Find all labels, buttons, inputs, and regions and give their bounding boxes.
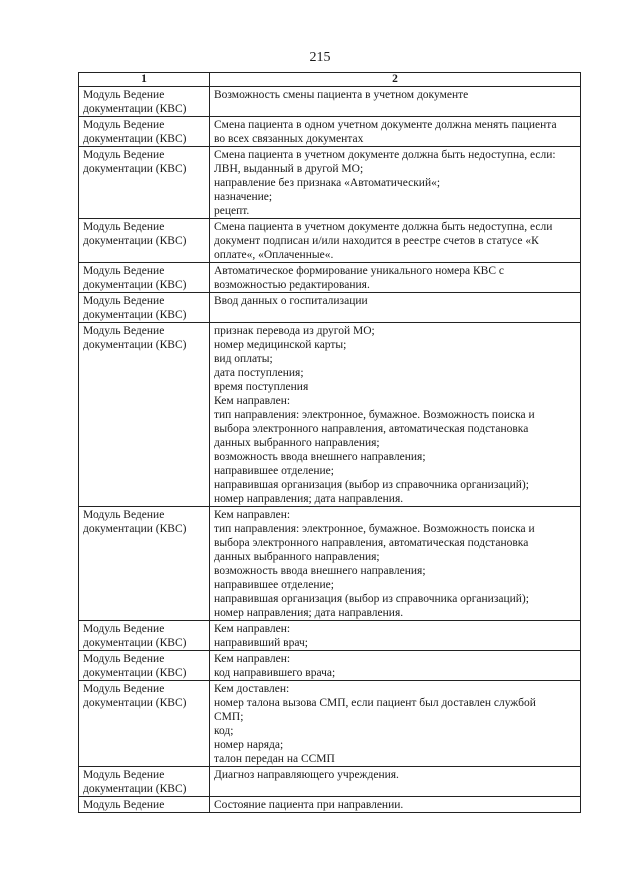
requirement-line: возможностью редактирования.: [214, 279, 370, 291]
requirement-line: Кем направлен:: [214, 509, 291, 521]
table-row: [79, 323, 581, 507]
table-row: [79, 767, 581, 797]
requirement-line: код;: [214, 725, 234, 737]
module-name-line: Модуль Ведение: [83, 295, 165, 307]
requirement-line: Диагноз направляющего учреждения.: [214, 769, 399, 781]
page-number: 215: [309, 50, 331, 65]
requirement-line: Автоматическое формирование уникального номера КВС с: [214, 265, 504, 277]
module-name-line: Модуль Ведение: [83, 623, 165, 635]
requirement-cell: [210, 797, 581, 813]
table-row: [79, 147, 581, 219]
requirement-line: Состояние пациента при направлении.: [214, 799, 404, 811]
table-row: [79, 507, 581, 621]
requirements-table: [78, 72, 581, 813]
requirement-line: данных выбранного направления;: [214, 551, 380, 563]
requirement-cell: [210, 621, 581, 651]
table-row: [79, 117, 581, 147]
column-header-1: 1: [79, 73, 210, 87]
requirement-cell: [210, 323, 581, 507]
requirement-line: Возможность смены пациента в учетном документе: [214, 89, 469, 101]
requirement-line: направившее отделение;: [214, 579, 334, 591]
module-cell: [79, 767, 210, 797]
requirement-line: выбора электронного направления, автоматическая подстановка: [214, 537, 529, 549]
module-name-line: документации (КВС): [83, 103, 187, 115]
requirement-line: направление без признака «Автоматический«;: [214, 177, 441, 189]
module-name-line: Модуль Ведение: [83, 265, 165, 277]
requirement-line: тип направления: электронное, бумажное. Возможность поиска и: [214, 523, 535, 535]
requirement-line: Смена пациента в учетном документе должна быть недоступна, если:: [214, 149, 556, 161]
requirement-line: рецепт.: [214, 205, 250, 217]
requirement-line: выбора электронного направления, автоматическая подстановка: [214, 423, 529, 435]
requirement-line: направившая организация (выбор из справочника организаций);: [214, 479, 529, 491]
module-name-line: документации (КВС): [83, 697, 187, 709]
module-cell: [79, 219, 210, 263]
column-header-2: 2: [210, 73, 581, 87]
requirement-line: признак перевода из другой МО;: [214, 325, 375, 337]
requirement-line: СМП;: [214, 711, 244, 723]
module-name-line: документации (КВС): [83, 637, 187, 649]
requirement-cell: [210, 219, 581, 263]
module-cell: [79, 323, 210, 507]
requirement-line: тип направления: электронное, бумажное. Возможность поиска и: [214, 409, 535, 421]
table-row: [79, 651, 581, 681]
requirement-cell: [210, 147, 581, 219]
table-row: [79, 87, 581, 117]
requirement-line: ЛВН, выданный в другой МО;: [214, 163, 364, 175]
table-row: [79, 797, 581, 813]
table-header-row: [79, 73, 581, 87]
module-cell: [79, 147, 210, 219]
requirement-cell: [210, 767, 581, 797]
requirement-line: направивший врач;: [214, 637, 308, 649]
requirement-cell: [210, 651, 581, 681]
requirement-line: дата поступления;: [214, 367, 304, 379]
requirement-line: Кем направлен:: [214, 653, 291, 665]
module-name-line: Модуль Ведение: [83, 653, 165, 665]
table-row: [79, 681, 581, 767]
requirement-line: документ подписан и/или находится в реестре счетов в статусе «К: [214, 235, 539, 247]
module-cell: [79, 797, 210, 813]
module-name-line: документации (КВС): [83, 309, 187, 321]
table-body: [79, 87, 581, 813]
module-cell: [79, 681, 210, 767]
module-name-line: Модуль Ведение: [83, 325, 165, 337]
requirement-line: время поступления: [214, 381, 309, 393]
requirement-line: Кем направлен:: [214, 395, 291, 407]
requirement-cell: [210, 263, 581, 293]
requirement-line: Ввод данных о госпитализации: [214, 295, 368, 307]
requirement-cell: [210, 87, 581, 117]
module-name-line: документации (КВС): [83, 163, 187, 175]
requirement-line: номер наряда;: [214, 739, 284, 751]
module-cell: [79, 263, 210, 293]
table-row: [79, 219, 581, 263]
module-name-line: документации (КВС): [83, 235, 187, 247]
requirement-line: Смена пациента в учетном документе должна быть недоступна, если: [214, 221, 553, 233]
requirement-line: направившее отделение;: [214, 465, 334, 477]
table-row: [79, 293, 581, 323]
module-name-line: документации (КВС): [83, 339, 187, 351]
module-name-line: документации (КВС): [83, 667, 187, 679]
module-name-line: документации (КВС): [83, 279, 187, 291]
module-name-line: Модуль Ведение: [83, 149, 165, 161]
requirement-line: направившая организация (выбор из справочника организаций);: [214, 593, 529, 605]
module-cell: [79, 87, 210, 117]
module-name-line: Модуль Ведение: [83, 119, 165, 131]
requirement-line: вид оплаты;: [214, 353, 273, 365]
module-cell: [79, 117, 210, 147]
requirement-line: назначение;: [214, 191, 273, 203]
module-name-line: документации (КВС): [83, 783, 187, 795]
requirement-line: возможность ввода внешнего направления;: [214, 451, 426, 463]
module-cell: [79, 621, 210, 651]
requirement-line: Кем направлен:: [214, 623, 291, 635]
requirement-line: возможность ввода внешнего направления;: [214, 565, 426, 577]
module-name-line: документации (КВС): [83, 523, 187, 535]
requirement-line: во всех связанных документах: [214, 133, 364, 145]
module-name-line: Модуль Ведение: [83, 769, 165, 781]
module-cell: [79, 507, 210, 621]
requirement-line: Смена пациента в одном учетном документе должна менять пациента: [214, 119, 557, 131]
requirement-line: оплате«, «Оплаченные«.: [214, 249, 334, 261]
requirement-cell: [210, 117, 581, 147]
module-cell: [79, 651, 210, 681]
requirement-line: данных выбранного направления;: [214, 437, 380, 449]
module-name-line: Модуль Ведение: [83, 683, 165, 695]
module-name-line: Модуль Ведение: [83, 221, 165, 233]
module-name-line: документации (КВС): [83, 133, 187, 145]
requirement-line: номер направления; дата направления.: [214, 607, 404, 619]
requirement-cell: [210, 507, 581, 621]
requirement-cell: [210, 293, 581, 323]
module-name-line: Модуль Ведение: [83, 799, 165, 811]
requirement-line: номер медицинской карты;: [214, 339, 347, 351]
requirement-line: код направившего врача;: [214, 667, 336, 679]
requirement-line: номер талона вызова СМП, если пациент был доставлен службой: [214, 697, 536, 709]
module-cell: [79, 293, 210, 323]
requirement-cell: [210, 681, 581, 767]
table-row: [79, 621, 581, 651]
table-row: [79, 263, 581, 293]
requirement-line: Кем доставлен:: [214, 683, 290, 695]
requirement-line: номер направления; дата направления.: [214, 493, 404, 505]
module-name-line: Модуль Ведение: [83, 89, 165, 101]
requirement-line: талон передан на ССМП: [214, 753, 335, 765]
module-name-line: Модуль Ведение: [83, 509, 165, 521]
